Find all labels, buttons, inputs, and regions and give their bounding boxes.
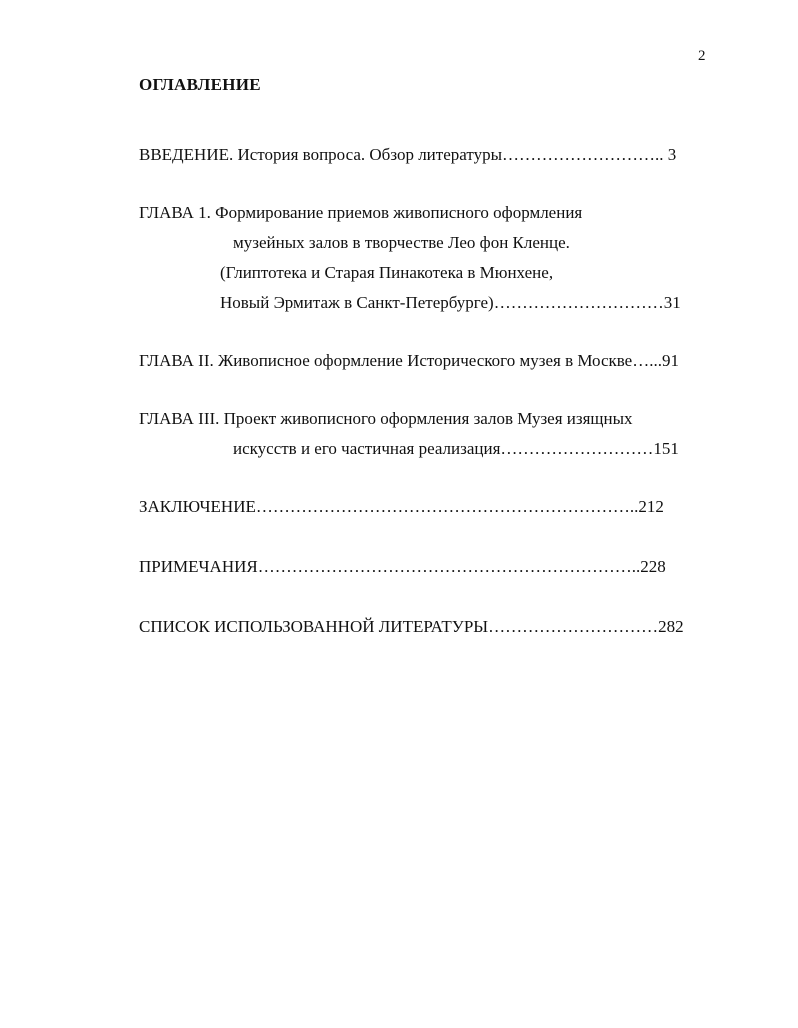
toc-entry-conclusion: ЗАКЛЮЧЕНИЕ…………………………………………………………..212 (139, 497, 664, 516)
toc-entry-notes: ПРИМЕЧАНИЯ…………………………………………………………..228 (139, 557, 666, 576)
toc-title: ОГЛАВЛЕНИЕ (139, 75, 261, 94)
toc-entry-chapter2: ГЛАВА II. Живописное оформление Исторического музея в Москве…...91 (139, 351, 679, 370)
toc-entry-bibliography: СПИСОК ИСПОЛЬЗОВАННОЙ ЛИТЕРАТУРЫ…………………………282 (139, 617, 684, 636)
toc-entry-chapter3-line2: искусств и его частичная реализация………………………151 (233, 439, 679, 458)
toc-entry-chapter1-line3: (Глиптотека и Старая Пинакотека в Мюнхене, (220, 263, 554, 282)
toc-entry-chapter1-line4: Новый Эрмитаж в Санкт-Петербурге)…………………………31 (220, 293, 681, 312)
page-number: 2 (698, 48, 706, 64)
toc-entry-chapter3-line1: ГЛАВА III. Проект живописного оформления залов Музея изящных (139, 409, 633, 428)
toc-entry-chapter1-line2: музейных залов в творчестве Лео фон Кленце. (233, 233, 570, 252)
toc-entry-intro: ВВЕДЕНИЕ. История вопроса. Обзор литературы……………………….. 3 (139, 145, 677, 164)
toc-entry-chapter1-line1: ГЛАВА 1. Формирование приемов живописного оформления (139, 203, 583, 222)
